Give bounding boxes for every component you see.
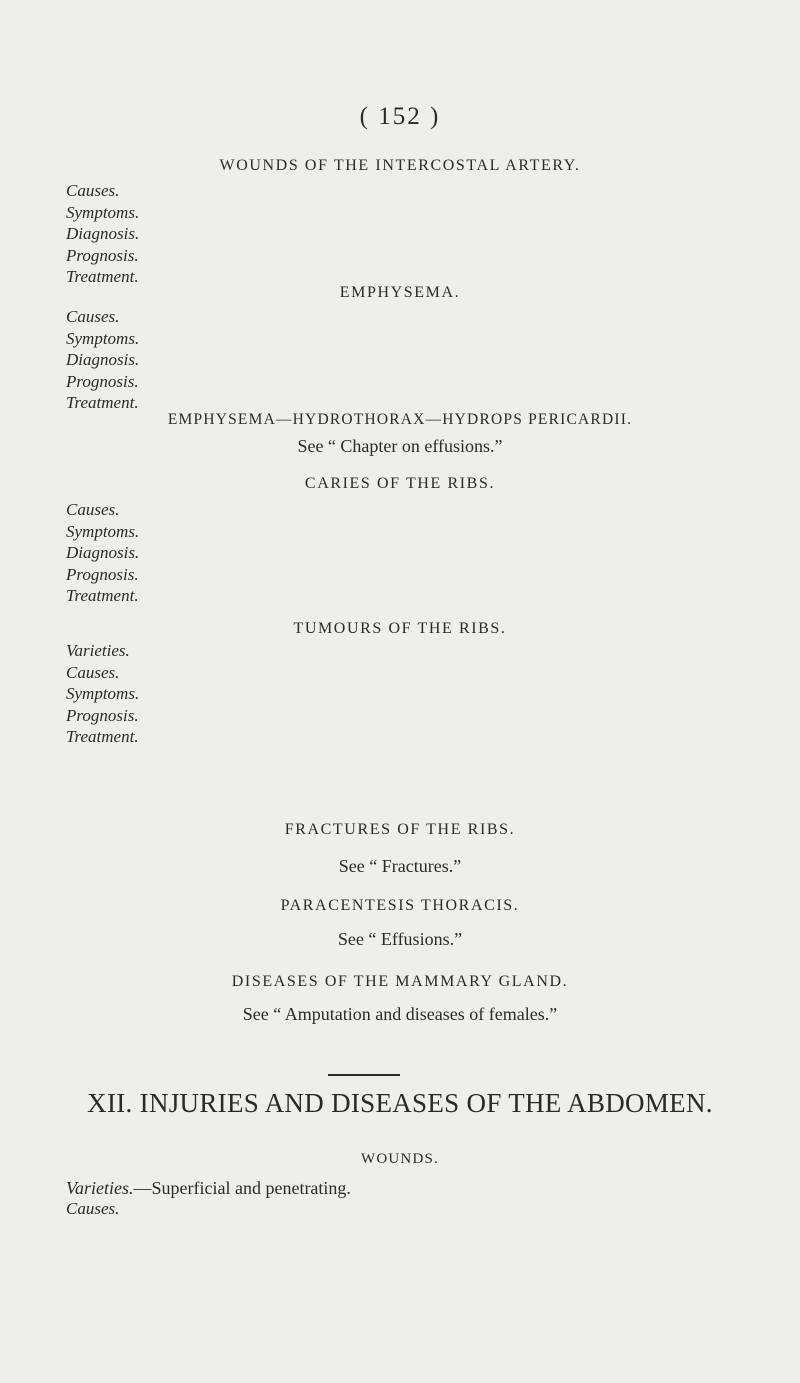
see-reference-hydrothorax: See “ Chapter on effusions.” [297,436,503,456]
list-item: Causes. [66,500,120,519]
list-item: Symptoms. [66,521,140,541]
section-heading-emphysema: EMPHYSEMA. [339,284,461,301]
topic-list-tumours [66,640,139,748]
list-item: Treatment. [66,727,139,746]
list-item: Prognosis. [66,564,139,584]
see-reference-mammary: See “ Amputation and diseases of females.” [242,1004,558,1024]
page-number: ( 152 ) [359,103,441,130]
list-item: Causes. [66,307,120,326]
list-item: Diagnosis. [66,543,140,562]
list-item: Varieties. [66,641,130,660]
list-item: Treatment. [66,393,139,412]
section-heading-intercostal: WOUNDS OF THE INTERCOSTAL ARTERY. [219,157,581,174]
section-heading-paracentesis: PARACENTESIS THORACIS. [280,897,520,914]
list-item: Diagnosis. [66,350,140,369]
causes-label: Causes. [66,1199,120,1218]
see-reference-fractures: See “ Fractures.” [338,856,462,876]
see-reference-paracentesis: See “ Effusions.” [337,929,463,949]
list-item: Causes. [66,181,120,200]
varieties-line [66,1178,351,1199]
section-heading-tumours: TUMOURS OF THE RIBS. [293,620,507,637]
topic-list-intercostal [66,180,139,288]
list-item: Prognosis. [66,705,139,725]
section-heading-hydrothorax: EMPHYSEMA—HYDROTHORAX—HYDROPS PERICARDII. [167,411,633,428]
list-item: Causes. [66,662,120,682]
list-item: Symptoms. [66,684,140,703]
list-item: Treatment. [66,267,139,286]
topic-list-caries [66,499,139,607]
chapter-title-abdomen: XII. INJURIES AND DISEASES OF THE ABDOMEN. [87,1088,713,1118]
section-heading-caries: CARIES OF THE RIBS. [304,475,496,492]
topic-list-emphysema [66,306,139,414]
section-divider [328,1074,400,1076]
section-heading-mammary: DISEASES OF THE MAMMARY GLAND. [231,973,569,990]
varieties-text: —Superficial and penetrating. [133,1178,351,1198]
list-item: Symptoms. [66,328,140,348]
list-item: Prognosis. [66,371,139,391]
varieties-label: Varieties. [66,1178,134,1198]
list-item: Treatment. [66,586,139,605]
list-item: Prognosis. [66,245,139,265]
list-item: Diagnosis. [66,224,140,243]
subheading-wounds: WOUNDS. [361,1151,439,1167]
section-heading-fractures: FRACTURES OF THE RIBS. [284,821,516,838]
list-item: Symptoms. [66,202,140,222]
